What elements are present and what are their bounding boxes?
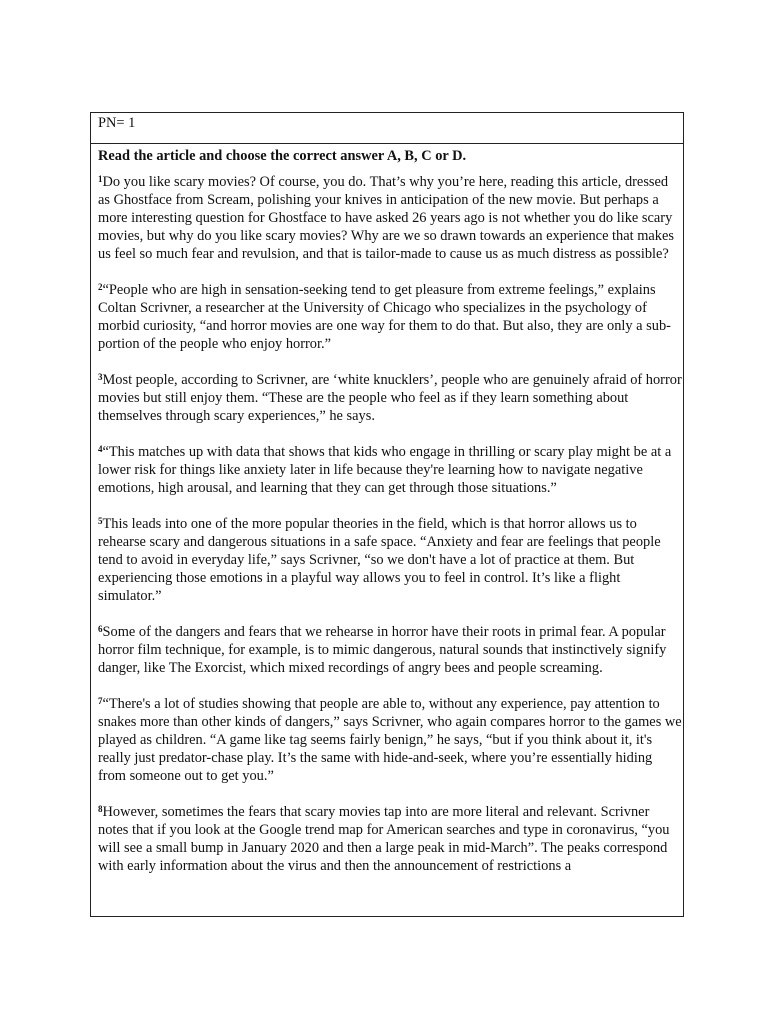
paragraph-6 [98,623,683,677]
paragraph-number: 5 [98,516,103,526]
paragraph-text: “There's a lot of studies showing that people are able to, without any experience, pay attention to snakes more than other kinds of dangers,” says Scrivner, who again compares horror to the games we played as children. “A game like tag seems fairly benign,” he says, “but if you think about it, it's really just predator-chase play. It’s the same with hide-and-seek, where you’re essentially hiding from someone out to get you.” [98,696,682,784]
paragraph-text: “People who are high in sensation-seeking tend to get pleasure from extreme feelings,” explains Coltan Scrivner, a researcher at the University of Chicago who specializes in the psychology of morbid curiosity, “and horror movies are one way for them to do that. But also, they are only a sub-portion of the people who enjoy horror.” [98,282,671,352]
paragraph-text: Some of the dangers and fears that we rehearse in horror have their roots in primal fear. A popular horror film technique, for example, is to mimic dangerous, natural sounds that instinctively signify danger, like The Exorcist, which mixed recordings of angry bees and people screaming. [98,624,667,676]
paragraph-text: “This matches up with data that shows that kids who engage in thrilling or scary play might be at a lower risk for things like anxiety later in life because they're learning how to navigate negative emotions, high arousal, and learning that they can get through those situations.” [98,444,672,496]
paragraph-7 [98,695,683,785]
paragraph-3 [98,371,683,425]
paragraph-number: 8 [98,804,103,814]
paragraph-number: 6 [98,624,103,634]
question-box [90,112,684,917]
paragraph-2 [98,281,683,353]
paragraph-text: Most people, according to Scrivner, are ‘white knucklers’, people who are genuinely afraid of horror movies but still enjoy them. “These are the people who feel as if they learn something about themselves through scary experiences,” he says. [98,372,682,424]
article-body [91,144,683,875]
paragraph-number: 1 [98,174,103,184]
paragraph-text: This leads into one of the more popular theories in the field, which is that horror allows us to rehearse scary and dangerous situations in a safe space. “Anxiety and fear are feelings that people tend to avoid in everyday life,” says Scrivner, “so we don't have a lot of practice at them. But experiencing those emotions in a playful way allows you to feel in control. It’s like a flight simulator.” [98,516,661,604]
pn-header-row [91,113,683,144]
pn-label: PN= 1 [98,115,136,131]
paragraph-number: 4 [98,444,103,454]
paragraph-number: 7 [98,696,103,706]
paragraph-number: 3 [98,372,103,382]
instruction-text: Read the article and choose the correct answer A, B, C or D. [98,148,467,164]
paragraph-8 [98,803,683,875]
paragraph-5 [98,515,683,605]
paragraph-text: However, sometimes the fears that scary movies tap into are more literal and relevant. Scrivner notes that if you look at the Google trend map for American searches and type in coronavirus, “you will see a small bump in January 2020 and then a large peak in mid-March”. The peaks correspond with early information about the virus and then the announcement of restrictions a [98,804,670,874]
paragraph-number: 2 [98,282,103,292]
paragraph-1 [98,173,683,263]
paragraph-text: Do you like scary movies? Of course, you do. That’s why you’re here, reading this article, dressed as Ghostface from Scream, polishing your knives in anticipation of the new movie. But perhaps a more interesting question for Ghostface to have asked 26 years ago is not whether you do like scary movies, but why do you like scary movies? Why are we so drawn towards an experience that makes us feel so much fear and revulsion, and that is tailor-made to cause us as much distress as possible? [98,174,674,262]
paragraph-4 [98,443,683,497]
